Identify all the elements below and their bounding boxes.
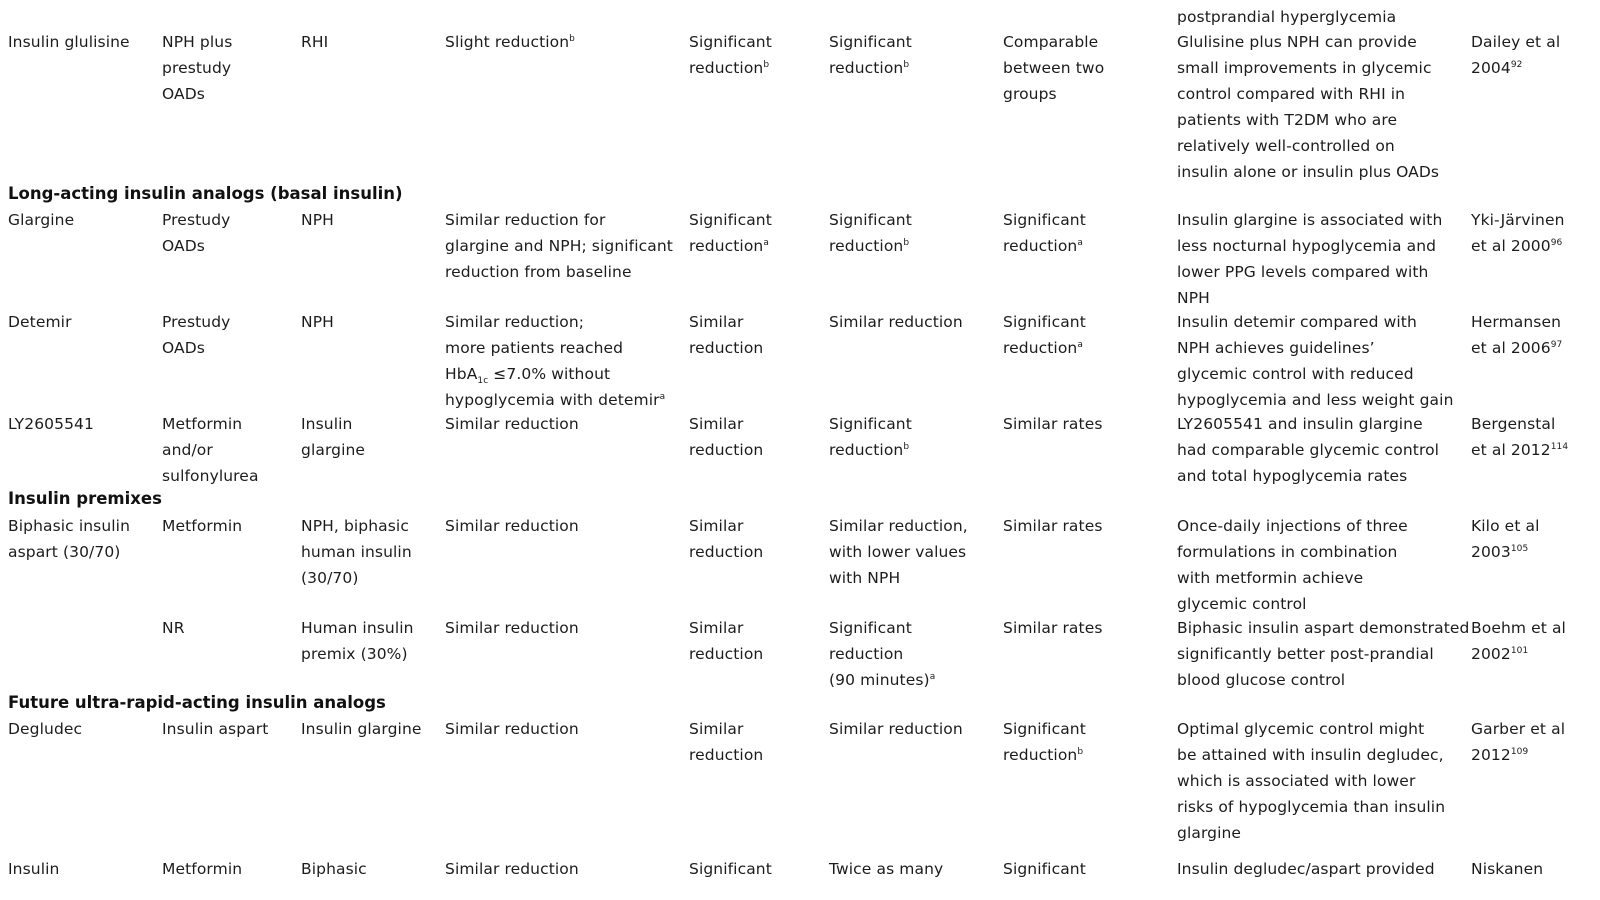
reference-cell [1471,615,1566,667]
comparator-cell [301,856,367,882]
cell-line: Once-daily injections of three [1177,517,1408,535]
cell-line: Hermansen [1471,313,1562,331]
cell-line: Insulin glargine [301,720,422,738]
hypoglycemia-cell [1003,513,1103,539]
line-text: 2004 [1471,59,1511,77]
cell-line: less nocturnal hypoglycemia and [1177,237,1437,255]
background-therapy-cell [162,207,230,259]
cell-line: Significant [829,33,912,51]
hypoglycemia-cell [1003,29,1104,107]
cell-line: Similar reduction [445,720,579,738]
cell-line: (30/70) [301,569,359,587]
fpg-cell [689,615,763,667]
cell-line: Significant [1003,720,1086,738]
comparator-cell [301,615,414,667]
cell-line: reduction [829,645,904,663]
fpg-cell [689,716,763,768]
cell-line: Significant [689,33,772,51]
hba1c-cell [445,309,665,413]
cell-line: Twice as many [829,860,944,878]
line-text: HbA [445,365,478,383]
conclusion-cell [1177,29,1439,185]
conclusion-cell [1177,716,1445,846]
ppg-cell [829,411,912,463]
fpg-cell [689,513,763,565]
conclusion-cell [1177,513,1408,617]
cell-line [1471,233,1565,259]
line-text: (90 minutes) [829,671,930,689]
reference-cell [1471,716,1565,768]
cell-line: significantly better post-prandial [1177,645,1434,663]
conclusion-cell [1177,615,1469,693]
cell-line: Comparable [1003,33,1099,51]
cell-line: Garber et al [1471,720,1566,738]
conclusion-cell [1177,207,1442,311]
hypoglycemia-cell [1003,309,1086,361]
cell-line: Similar rates [1003,619,1103,637]
cell-line: Insulin glulisine [8,33,130,51]
cell-line [1471,437,1568,463]
cell-line: Insulin [301,415,353,433]
cell-line: reduction [689,339,764,357]
hypoglycemia-cell [1003,207,1086,259]
cell-line: with lower values [829,543,967,561]
background-therapy-cell [162,856,242,882]
cell-line: Insulin degludec/aspart provided [1177,860,1435,878]
cell-line: insulin alone or insulin plus OADs [1177,163,1440,181]
ppg-cell [829,29,912,81]
cell-line: control compared with RHI in [1177,85,1406,103]
line-text: hypoglycemia with detemir [445,391,660,409]
footnote-marker: 96 [1550,237,1563,248]
comparator-cell [301,716,422,742]
cell-line: lower PPG levels compared with [1177,263,1429,281]
fpg-cell [689,856,772,882]
cell-line: Similar reduction [829,313,963,331]
cell-line: Kilo et al [1471,517,1540,535]
drug-cell [8,411,94,437]
cell-line: glargine [1177,824,1242,842]
cell-line: LY2605541 and insulin glargine [1177,415,1423,433]
cell-line: Insulin glargine is associated with [1177,211,1443,229]
line-text: reduction [689,59,764,77]
cell-line: reduction [689,645,764,663]
cell-line: Human insulin [301,619,414,637]
footnote-marker: b [763,59,770,70]
drug-cell [8,856,59,882]
footnote-marker: b [903,441,910,452]
background-therapy-cell [162,716,268,742]
cell-line [1003,335,1086,361]
cell-line: Significant [1003,860,1086,878]
cell-line: Similar reduction [445,517,579,535]
footnote-marker: 92 [1510,59,1523,70]
cell-line [1003,742,1086,768]
comparator-cell [301,309,334,335]
cell-line: OADs [162,339,205,357]
cell-line: glycemic control with reduced [1177,365,1414,383]
background-therapy-cell [162,411,259,489]
cell-line: Glargine [8,211,75,229]
reference-cell [1471,513,1540,565]
cell-line: Similar reduction for [445,211,606,229]
ppg-cell [829,207,912,259]
hba1c-cell [445,411,579,437]
cell-line: patients with T2DM who are [1177,111,1398,129]
background-therapy-cell [162,615,185,641]
cell-line [1471,742,1565,768]
footnote-marker: b [569,33,575,44]
cell-line: Significant [829,211,912,229]
ppg-cell [829,856,943,882]
cell-line: Yki-Järvinen [1471,211,1565,229]
line-text: reduction [829,441,904,459]
reference-cell [1471,411,1568,463]
comparator-cell [301,207,334,233]
cell-line: Similar reduction [445,860,579,878]
cell-line: Prestudy [162,211,231,229]
cell-line: with metformin achieve [1177,569,1364,587]
reference-cell [1471,856,1543,882]
footnote-marker: 105 [1510,543,1529,554]
hba1c-cell [445,716,579,742]
line-text: 2003 [1471,543,1511,561]
hba1c-cell [445,856,579,882]
footnote-marker: 109 [1510,746,1529,757]
hba1c-cell [445,29,575,55]
cell-line [445,361,665,387]
cell-line: Optimal glycemic control might [1177,720,1425,738]
top-fragment-text: postprandial hyperglycemia [1177,8,1397,26]
comparator-cell [301,513,412,591]
hba1c-cell [445,615,579,641]
cell-line: between two [1003,59,1105,77]
cell-line: Metformin [162,860,243,878]
cell-line: formulations in combination [1177,543,1398,561]
conclusion-cell [1177,309,1454,413]
footnote-marker: a [763,237,769,248]
cell-line: Significant [829,619,912,637]
cell-line: Similar rates [1003,517,1103,535]
cell-line [829,667,935,693]
reference-cell [1471,29,1560,81]
cell-line [445,387,665,413]
cell-line: Similar reduction, [829,517,968,535]
line-text: reduction [1003,339,1078,357]
cell-line: hypoglycemia and less weight gain [1177,391,1454,409]
footnote-marker: a [1077,339,1083,350]
cell-line: Prestudy [162,313,231,331]
cell-line: Similar [689,720,744,738]
cell-line: Biphasic [301,860,367,878]
cell-line [829,55,912,81]
cell-line: Similar reduction [445,415,579,433]
cell-line: LY2605541 [8,415,94,433]
cell-line: Niskanen [1471,860,1544,878]
cell-line: Biphasic insulin [8,517,130,535]
cell-line: relatively well-controlled on [1177,137,1395,155]
cell-line: Similar [689,517,744,535]
cell-line: small improvements in glycemic [1177,59,1432,77]
cell-line: had comparable glycemic control [1177,441,1440,459]
line-text: reduction [1003,746,1078,764]
ppg-cell [829,513,968,591]
footnote-marker: a [659,391,666,402]
cell-line: Significant [829,415,912,433]
cell-line: reduction [689,441,764,459]
cell-line: Similar reduction [445,619,579,637]
background-therapy-cell [162,29,232,107]
cell-line [829,233,912,259]
ppg-cell [829,716,963,742]
cell-line: Similar [689,313,744,331]
cell-line: Biphasic insulin aspart demonstrated [1177,619,1470,637]
cell-line: Glulisine plus NPH can provide [1177,33,1417,51]
cell-line: reduction from baseline [445,263,632,281]
fpg-cell [689,29,772,81]
cell-line: prestudy [162,59,232,77]
conclusion-cell [1177,856,1435,882]
hypoglycemia-cell [1003,411,1103,437]
cell-line: OADs [162,85,205,103]
cell-line: aspart (30/70) [8,543,121,561]
footnote-marker: b [903,237,910,248]
cell-line [689,55,772,81]
hba1c-cell [445,207,673,285]
cell-line: Similar [689,415,744,433]
cell-line: NPH [1177,289,1210,307]
footnote-marker: a [1077,237,1083,248]
cell-line [1471,335,1562,361]
line-text: reduction [829,59,904,77]
cell-line: Insulin detemir compared with [1177,313,1417,331]
cell-line: Significant [1003,313,1086,331]
cell-line: more patients reached [445,339,624,357]
section-heading: Insulin premixes [8,489,162,508]
line-text: Slight reduction [445,33,570,51]
footnote-marker: 97 [1550,339,1563,350]
cell-line: Similar rates [1003,415,1103,433]
line-text: reduction [689,237,764,255]
cell-line [689,233,772,259]
cell-line [445,29,575,55]
cell-line: Similar [689,619,744,637]
footnote-marker: b [903,59,910,70]
footnote-marker: 114 [1550,441,1569,452]
section-heading: Future ultra-rapid-acting insulin analogs [8,693,386,712]
cell-line [1471,539,1540,565]
cell-line: NPH [301,211,334,229]
footnote-marker: a [929,671,936,682]
reference-cell [1471,309,1562,361]
reference-cell [1471,207,1565,259]
section-heading: Long-acting insulin analogs (basal insulin) [8,184,403,203]
cell-line: Bergenstal [1471,415,1556,433]
cell-line: Detemir [8,313,72,331]
drug-cell [8,309,72,335]
cell-line: Metformin [162,415,243,433]
drug-cell [8,716,82,742]
cell-line: Insulin [8,860,60,878]
hypoglycemia-cell [1003,615,1103,641]
hba1c-cell [445,513,579,539]
line-text: ≤7.0% without [488,365,611,383]
cell-line: NPH achieves guidelines’ [1177,339,1375,357]
footnote-marker: b [1077,746,1084,757]
background-therapy-cell [162,513,242,539]
hypoglycemia-cell [1003,716,1086,768]
footnote-marker: 101 [1510,645,1529,656]
cell-line: Significant [689,211,772,229]
ppg-cell [829,309,963,335]
subscript: 1c [477,376,489,387]
cell-line: NPH, biphasic [301,517,409,535]
drug-cell [8,207,74,233]
cell-line: sulfonylurea [162,467,259,485]
ppg-cell [829,615,935,693]
comparator-cell [301,411,365,463]
cell-line [829,437,912,463]
cell-line: RHI [301,33,329,51]
cell-line: Degludec [8,720,83,738]
cell-line: Significant [689,860,772,878]
cell-line: reduction [689,543,764,561]
fpg-cell [689,207,772,259]
cell-line: and/or [162,441,213,459]
line-text: 2002 [1471,645,1511,663]
drug-cell [8,513,130,565]
fpg-cell [689,309,763,361]
cell-line: Significant [1003,211,1086,229]
cell-line: Boehm et al [1471,619,1566,637]
cell-line: blood glucose control [1177,671,1346,689]
cell-line: glargine [301,441,366,459]
cell-line: OADs [162,237,205,255]
comparator-cell [301,29,328,55]
cell-line: with NPH [829,569,901,587]
line-text: et al 2000 [1471,237,1551,255]
cell-line: which is associated with lower [1177,772,1416,790]
cell-line: Similar reduction; [445,313,585,331]
cell-line: NR [162,619,185,637]
drug-cell [8,29,130,55]
hypoglycemia-cell [1003,856,1086,882]
cell-line: human insulin [301,543,412,561]
background-therapy-cell [162,309,230,361]
cell-line: risks of hypoglycemia than insulin [1177,798,1446,816]
line-text: reduction [829,237,904,255]
cell-line: premix (30%) [301,645,408,663]
line-text: reduction [1003,237,1078,255]
cell-line: Similar reduction [829,720,963,738]
cell-line [1471,55,1560,81]
cell-line: be attained with insulin degludec, [1177,746,1444,764]
cell-line: Metformin [162,517,243,535]
line-text: 2012 [1471,746,1511,764]
cell-line: and total hypoglycemia rates [1177,467,1408,485]
cell-line: groups [1003,85,1057,103]
cell-line [1471,641,1566,667]
cell-line: glargine and NPH; significant [445,237,673,255]
line-text: et al 2006 [1471,339,1551,357]
cell-line: reduction [689,746,764,764]
conclusion-cell [1177,411,1439,489]
cell-line: Dailey et al [1471,33,1561,51]
cell-line [1003,233,1086,259]
cell-line: Insulin aspart [162,720,269,738]
cell-line: glycemic control [1177,595,1307,613]
cell-line: NPH plus [162,33,233,51]
cell-line: NPH [301,313,334,331]
fpg-cell [689,411,763,463]
line-text: et al 2012 [1471,441,1551,459]
